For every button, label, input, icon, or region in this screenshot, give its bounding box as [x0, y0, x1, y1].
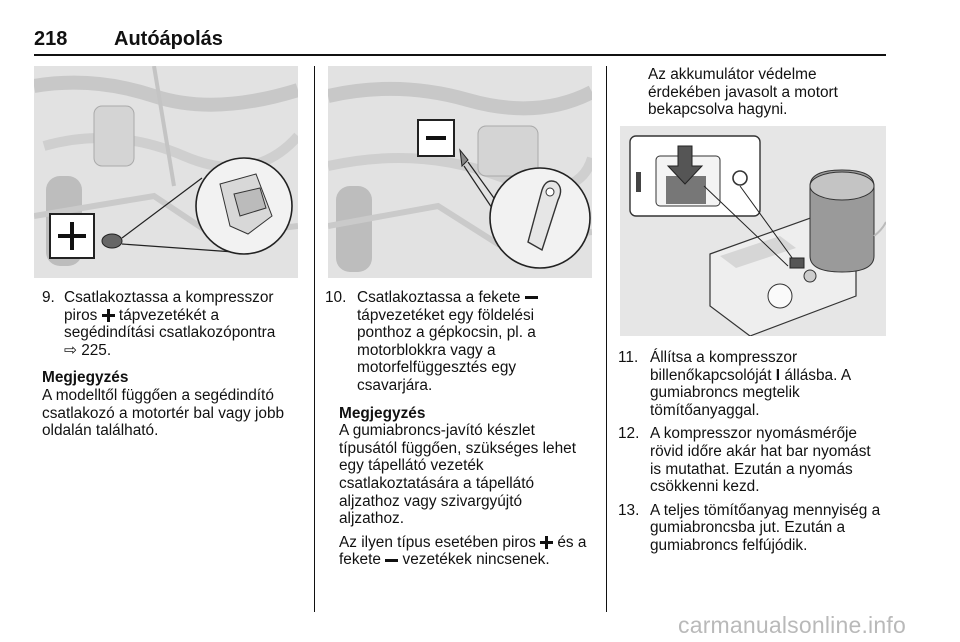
step-line: [64, 307, 304, 325]
note-title: Megjegyzés: [42, 369, 129, 387]
text-fragment: fekete: [339, 551, 381, 569]
page-reference: 225.: [81, 341, 112, 359]
step-line: segédindítási csatlakozópontra: [64, 324, 276, 342]
figure-ground-point: [328, 66, 592, 278]
column-1: [42, 289, 304, 440]
note-line: aljzathoz vagy szivargyújtó: [339, 492, 523, 510]
note-block: [325, 405, 597, 569]
step-line: tömítőanyaggal.: [650, 401, 760, 419]
switch-position: I: [775, 366, 781, 384]
step-line: Csatlakoztassa a kompresszor: [64, 289, 274, 306]
step-number: 13.: [618, 501, 640, 519]
step-line: gumiabroncs felfújódik.: [650, 536, 808, 554]
step-line: tápvezetéket egy földelési: [357, 306, 535, 324]
watermark: carmanualsonline.info: [678, 612, 906, 638]
figure-positive-terminal: [34, 66, 298, 278]
step-line: is mutathat. Ezután a nyomás: [650, 460, 853, 478]
step-number: 10.: [325, 289, 347, 306]
column-3-intro: [648, 66, 888, 119]
para-line: [339, 534, 597, 552]
text-fragment: vezetékek nincsenek.: [402, 551, 550, 569]
step-line: A kompresszor nyomásmérője: [650, 425, 857, 443]
intro-line: bekapcsolva hagyni.: [648, 101, 788, 119]
note-line: egy tápellátó vezeték: [339, 457, 484, 475]
column-3: [618, 349, 890, 555]
step-line: csavarjára.: [357, 376, 433, 394]
page-number: 218: [34, 28, 68, 50]
step-line: rövid időre akár hat bar nyomást: [650, 442, 871, 460]
column-2: [325, 289, 597, 569]
step-12: [618, 425, 890, 495]
step-line: motorblokkra vagy a: [357, 341, 496, 359]
text-fragment: Csatlakoztassa a fekete: [357, 289, 521, 306]
para-line: [339, 551, 597, 569]
page-title: Autóápolás: [114, 28, 223, 50]
figure-compressor-switch: [620, 126, 886, 336]
step-line: ponthoz a gépkocsin, pl. a: [357, 324, 536, 342]
step-line: A teljes tömítőanyag mennyiség a: [650, 501, 881, 519]
minus-icon: [525, 291, 538, 304]
column-divider-2: [606, 66, 607, 612]
text-fragment: billenőkapcsolóját: [650, 366, 772, 384]
page-header: [34, 28, 886, 52]
note-line: típusától függően, szükséges lehet: [339, 439, 577, 457]
plus-icon: [102, 309, 115, 322]
step-line: Állítsa a kompresszor: [650, 349, 798, 366]
step-10: [325, 289, 597, 395]
minus-icon: [385, 554, 398, 567]
reference-arrow-icon: ⇨: [64, 341, 77, 359]
step-line: motorfelfüggesztés egy: [357, 359, 517, 377]
step-line: [650, 367, 890, 385]
text-fragment: és a: [557, 533, 587, 551]
text-fragment: tápvezetékét a: [118, 306, 220, 324]
note-line: aljzathoz.: [339, 510, 405, 528]
step-line: [357, 289, 597, 307]
text-fragment: piros: [64, 306, 98, 324]
plus-icon: [540, 536, 553, 549]
step-number: 9.: [42, 289, 55, 306]
step-line: csökkenni kezd.: [650, 478, 760, 496]
text-fragment: Az ilyen típus esetében piros: [339, 533, 536, 551]
intro-line: Az akkumulátor védelme: [648, 66, 817, 83]
step-9: [42, 289, 304, 359]
step-number: 11.: [618, 349, 639, 366]
step-11: [618, 349, 890, 419]
step-13: [618, 502, 890, 555]
text-fragment: állásba. A: [784, 366, 852, 384]
note-line: A modelltől függően a segédindító: [42, 386, 274, 404]
step-number: 12.: [618, 425, 640, 443]
note-line: oldalán található.: [42, 422, 159, 440]
note-title: Megjegyzés: [339, 404, 426, 422]
note-line: csatlakoztatására a tápellátó: [339, 474, 535, 492]
step-line: gumiabroncsba jut. Ezután a: [650, 519, 846, 537]
step-line: gumiabroncs megtelik: [650, 384, 800, 402]
column-divider-1: [314, 66, 315, 612]
note-line: csatlakozó a motortér bal vagy jobb: [42, 404, 285, 422]
intro-line: érdekében javasolt a motort: [648, 83, 838, 101]
step-line: [64, 342, 304, 360]
header-rule: [34, 54, 886, 56]
note-line: A gumiabroncs-javító készlet: [339, 422, 535, 440]
